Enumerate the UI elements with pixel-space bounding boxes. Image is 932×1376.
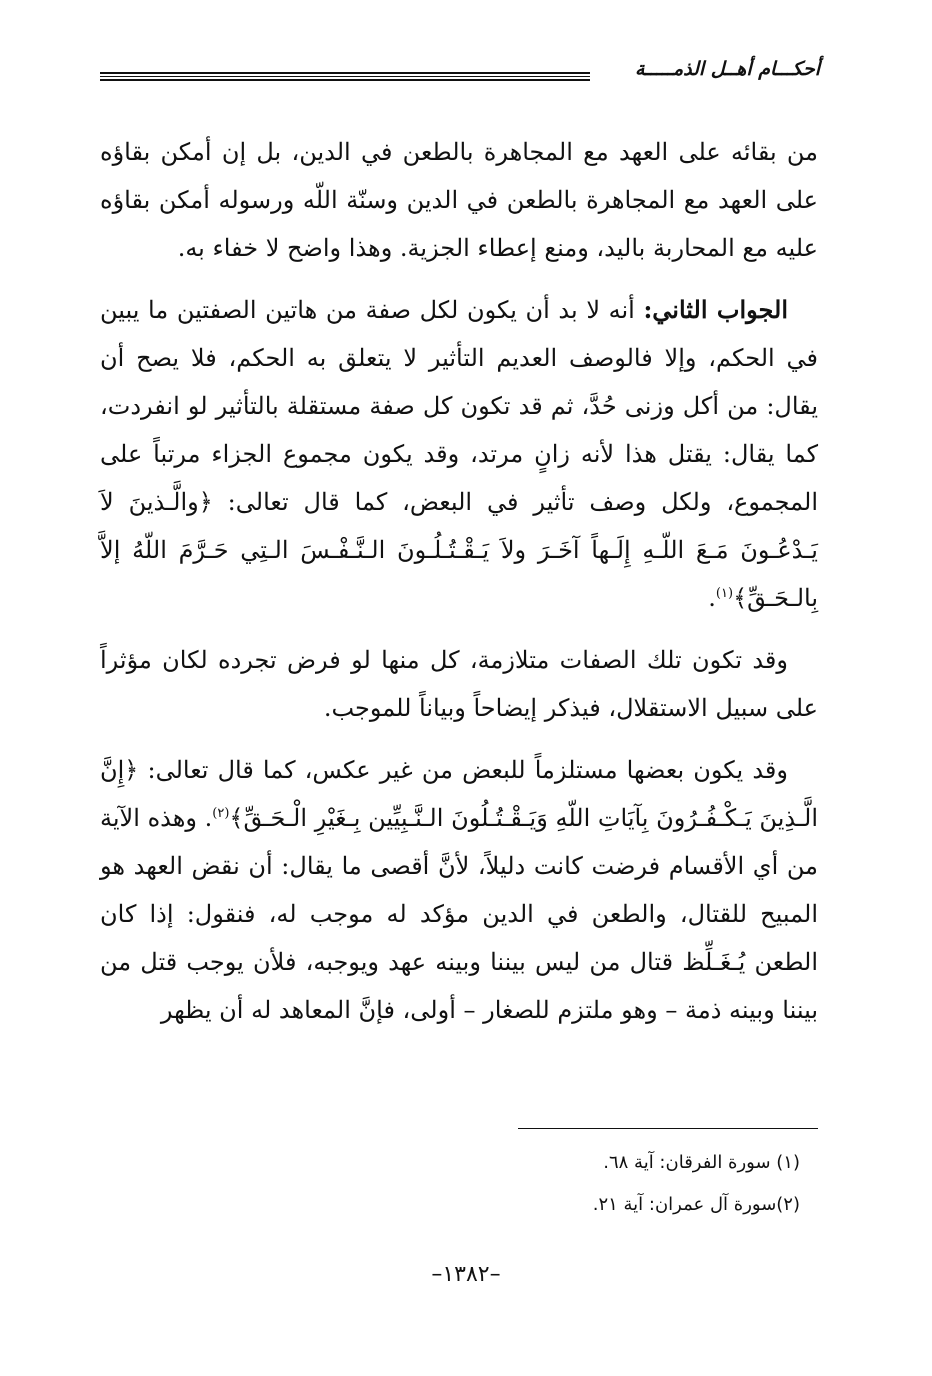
quran-verse-2: ﴿إِنَّ الَّـذِينَ يَـكْـفُـرُونَ بِآيَاتِ اللّهِ وَيَـقْـتُـلُونَ الـنَّـبِيِّين بِـغَيْرِ الْـحَـقِّ﴾ [100,756,818,832]
paragraph-3: وقد تكون تلك الصفات متلازمة، كل منها لو فرض تجرده لكان مؤثراً على سبيل الاستقلال، فيذكر إيضاحاً وبياناً للموجب. [100,646,818,722]
header-rule [100,72,590,81]
quran-verse-1: ﴿والَّـذينَ لاَ يَـدْعُـونَ مَـعَ اللّـهِ إِلَـهاً آخَـرَ ولاَ يَـقْـتُـلُـونَ الـنَّـفْـسَ الـتِي حَـرَّمَ اللّهُ إلاَّ بِالـحَـقِّ﴾ [100,488,818,612]
paragraph-2-text: أنه لا بد أن يكون لكل صفة من هاتين الصفتين ما يبين في الحكم، وإلا فالوصف العديم التأثير لا يتعلق به الحكم، فلا يصح أن يقال: من أكل وزنى حُدَّ، ثم قد تكون كل صفة مستقلة بالتأثير لو انفردت، كما يقال: يقتل هذا لأنه زانٍ مرتد، وقد يكون مجموع الجزاء مرتباً على المجموع، ولكل وصف تأثير في البعض، كما قال تعالى: [100,296,819,516]
paragraph-2 [100,286,818,622]
paragraph-1: من بقائه على العهد مع المجاهرة بالطعن في الدين، بل إن أمكن بقاؤه على العهد مع المجاهرة بالطعن في الدين وسنّة اللّه ورسوله أمكن بقاؤه عليه مع المحاربة باليد، ومنع إعطاء الجزية. وهذا واضح لا خفاء به. [100,138,818,262]
footnote-2: (٢)سورة آل عمران: آية ٢١. [592,1194,800,1215]
footnote-1: (١) سورة الفرقان: آية ٦٨. [603,1152,800,1173]
footnote-ref-1: (١) [715,586,734,601]
paragraph-2-end: . [708,584,716,612]
main-text [100,128,818,1048]
footnote-ref-2: (٢) [212,806,230,821]
footnote-separator [518,1128,818,1129]
footnotes [100,1142,800,1226]
header-title: أحكـــام أهــل الذمـــــة [634,58,820,80]
paragraph-2-lead: الجواب الثاني: [643,295,788,324]
paragraph-4 [100,746,818,1034]
paragraph-4-text: وقد يكون بعضها مستلزماً للبعض من غير عكس، كما قال تعالى: [138,756,788,784]
running-header [100,58,820,92]
page-number: –١٣٨٢– [431,1262,501,1287]
paragraph-4-rest: . وهذه الآية من أي الأقسام فرضت كانت دليلاً، لأنَّ أقصى ما يقال: أن نقض العهد هو المبيح للقتال، والطعن في الدين مؤكد له موجب له، فنقول: إذا كان الطعن يُـغَـلِّظ قتال من ليس بيننا وبينه عهد ويوجبه، فلأن يوجب قتل من بيننا وبينه ذمة – وهو ملتزم للصغار – أولى، فإنَّ المعاهد له أن يظهر [100,804,818,1024]
